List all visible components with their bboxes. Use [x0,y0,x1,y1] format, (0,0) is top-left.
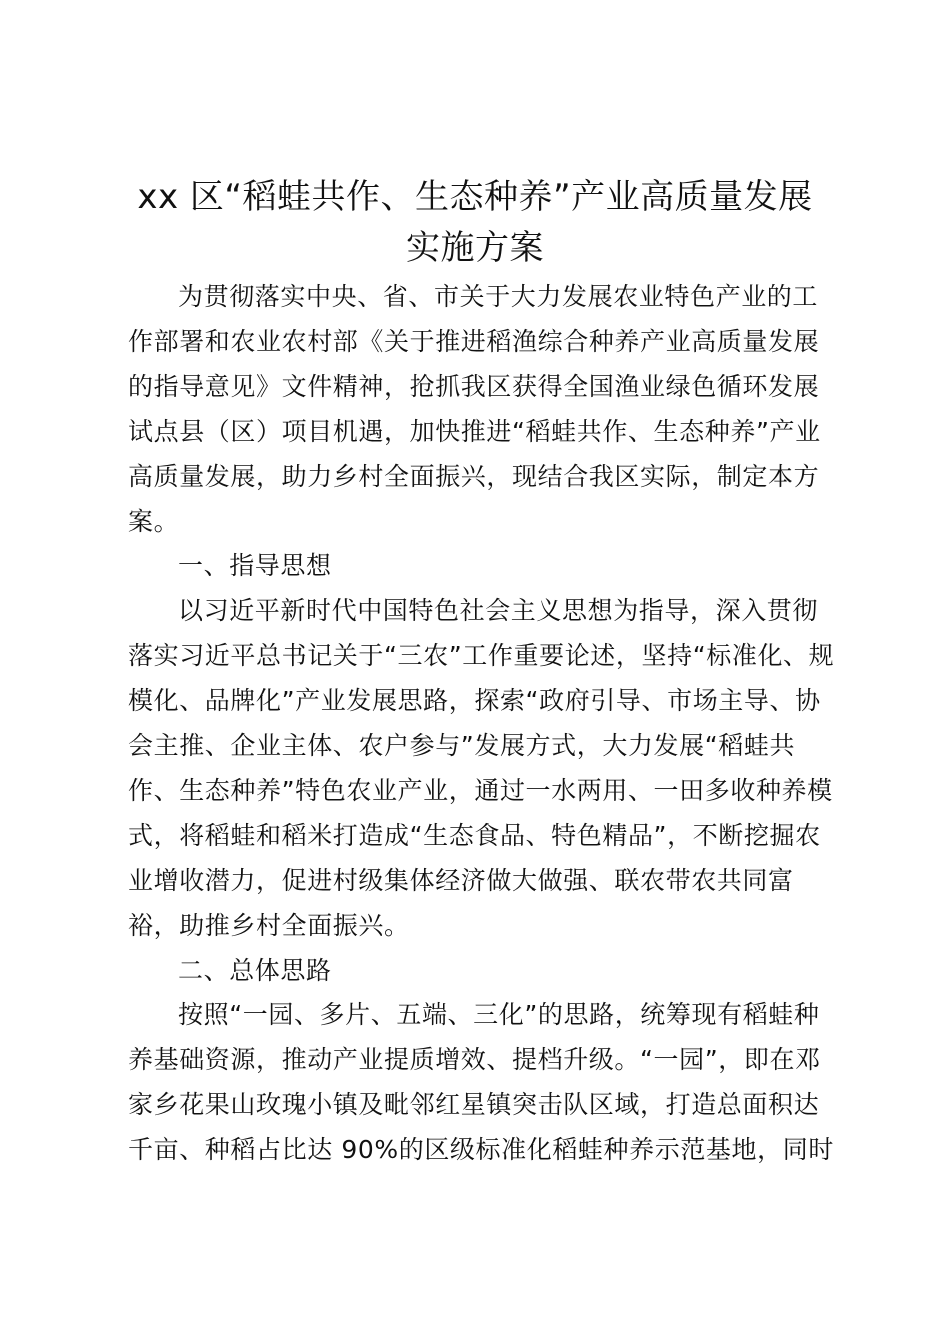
intro-line: 案。 [128,507,180,536]
section-line: 模化、品牌化”产业发展思路，探索“政府引导、市场主导、协 [128,686,821,715]
section-line: 千亩、种稻占比达 90%的区级标准化稻蛙种养示范基地，同时 [128,1135,834,1164]
intro-line: 为贯彻落实中央、省、市关于大力发展农业特色产业的工 [178,282,819,311]
intro-line: 高质量发展，助力乡村全面振兴，现结合我区实际，制定本方 [128,462,820,491]
section-heading: 一、指导思想 [178,551,332,580]
section-heading: 二、总体思路 [178,956,332,985]
section-line: 裕，助推乡村全面振兴。 [128,911,410,940]
intro-line: 作部署和农业农村部《关于推进稻渔综合种养产业高质量发展 [128,327,820,356]
section-line: 家乡花果山玫瑰小镇及毗邻红星镇突击队区域，打造总面积达 [128,1090,820,1119]
section-line: 业增收潜力，促进村级集体经济做大做强、联农带农共同富 [128,866,794,895]
document-title-line-1: xx 区“稻蛙共作、生态种养”产业高质量发展 [137,177,813,217]
section-line: 养基础资源，推动产业提质增效、提档升级。“一园”，即在邓 [128,1045,821,1074]
section-line: 以习近平新时代中国特色社会主义思想为指导，深入贯彻 [178,596,819,625]
intro-line: 试点县（区）项目机遇，加快推进“稻蛙共作、生态种养”产业 [128,417,821,446]
document-title-line-2: 实施方案 [406,228,544,268]
section-line: 式，将稻蛙和稻米打造成“生态食品、特色精品”，不断挖掘农 [128,821,821,850]
section-line: 落实习近平总书记关于“三农”工作重要论述，坚持“标准化、规 [128,641,835,670]
section-line: 作、生态种养”特色农业产业，通过一水两用、一田多收种养模 [128,776,833,805]
section-line: 按照“一园、多片、五端、三化”的思路，统筹现有稻蛙种 [178,1000,820,1029]
intro-line: 的指导意见》文件精神，抢抓我区获得全国渔业绿色循环发展 [128,372,820,401]
section-line: 会主推、企业主体、农户参与”发展方式，大力发展“稻蛙共 [128,731,796,760]
